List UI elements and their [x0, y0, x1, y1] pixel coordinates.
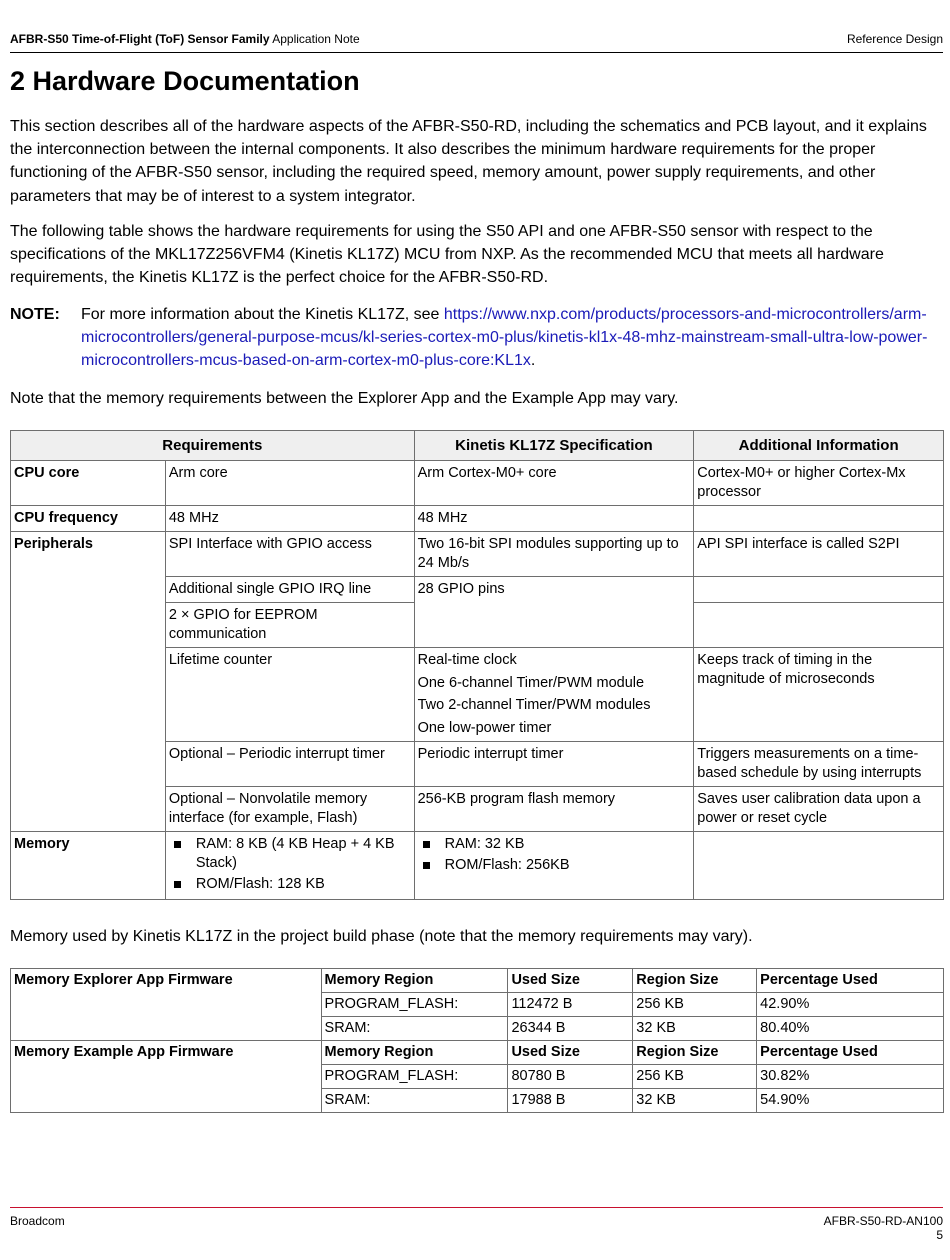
spec-line: One 6-channel Timer/PWM module: [417, 674, 645, 691]
section-title: 2 Hardware Documentation: [10, 66, 360, 96]
table-cell: 54.90%: [757, 1089, 944, 1113]
bullet-list: [418, 835, 691, 875]
spec-line: Real-time clock: [417, 652, 517, 668]
list-item: ROM/Flash: 128 KB: [169, 875, 411, 894]
header-info: Additional Information: [694, 431, 944, 461]
header-divider: [10, 52, 943, 53]
header-brand-bold: AFBR-S50 Time-of-Flight (ToF) Sensor Family: [10, 32, 270, 46]
table-row: [11, 1041, 944, 1065]
note-text: For more information about the Kinetis KL17Z, see: [81, 306, 444, 323]
cell-spec: 256-KB program flash memory: [414, 786, 694, 831]
firmware-label: Memory Explorer App Firmware: [11, 969, 322, 1041]
row-label: Peripherals: [11, 532, 166, 832]
header-brand-rest: Application Note: [269, 32, 360, 46]
table-cell: 26344 B: [508, 1017, 633, 1041]
page-number: 5: [936, 1228, 943, 1242]
cell-info: Triggers measurements on a time-based schedule by using interrupts: [694, 741, 944, 786]
cell-info: [694, 603, 944, 648]
header-requirements: Requirements: [11, 431, 415, 461]
header-title: [10, 31, 360, 47]
cell-req: 2 × GPIO for EEPROM communication: [165, 603, 414, 648]
row-label: CPU core: [11, 461, 166, 506]
cell-info: [694, 831, 944, 899]
footer-divider: [10, 1207, 943, 1208]
header-right: Reference Design: [846, 32, 943, 46]
table-cell: PROGRAM_FLASH:: [321, 993, 508, 1017]
requirements-table: [10, 430, 944, 900]
memory-usage-paragraph: Memory used by Kinetis KL17Z in the project build phase (note that the memory requirements may vary).: [10, 928, 753, 945]
nxp-link[interactable]: https://www.nxp.com/products/processors-and-microcontrollers/arm-microcontrollers/general-purpose-mcus/kl-series-cortex-m0-plus/kinetis-kl1x-48-mhz-mainstream-small-ultra-low-power-microcontrollers-mcus-based-on-arm-cortex-m0-plus-core:KL1x: [81, 306, 928, 370]
cell-info: API SPI interface is called S2PI: [694, 532, 944, 577]
footer-company: Broadcom: [10, 1214, 65, 1228]
column-header: Memory Region: [321, 969, 508, 993]
header-spec: Kinetis KL17Z Specification: [414, 431, 694, 461]
cell-req: SPI Interface with GPIO access: [165, 532, 414, 577]
page-header: [10, 31, 943, 47]
table-row: [11, 532, 944, 577]
spec-line: One low-power timer: [417, 719, 552, 736]
table-cell: 32 KB: [633, 1017, 757, 1041]
cell-req: Optional – Periodic interrupt timer: [165, 741, 414, 786]
cell-req: Arm core: [165, 461, 414, 506]
bullet-list: [169, 835, 411, 894]
note-label: NOTE:: [10, 306, 60, 323]
table-row: [11, 506, 944, 532]
table-cell: 30.82%: [757, 1065, 944, 1089]
column-header: Used Size: [508, 969, 633, 993]
list-item: ROM/Flash: 256KB: [418, 856, 691, 875]
row-label: CPU frequency: [11, 506, 166, 532]
column-header: Percentage Used: [757, 1041, 944, 1065]
column-header: Region Size: [633, 969, 757, 993]
note-block: [10, 303, 945, 373]
cell-info: [694, 506, 944, 532]
cell-req: Additional single GPIO IRQ line: [165, 577, 414, 603]
spec-line: Two 2-channel Timer/PWM modules: [417, 697, 651, 713]
cell-req: Lifetime counter: [165, 648, 414, 742]
note-body: [81, 303, 945, 373]
list-item: RAM: 8 KB (4 KB Heap + 4 KB Stack): [169, 835, 411, 873]
table-intro-paragraph: The following table shows the hardware requirements for using the S50 API and one AFBR-S50 sensor with respect to the specifications of the MKL17Z256VFM4 (Kinetis KL17Z) MCU from NXP. As the recommended MCU that meets all hardware requirements, the Kinetis KL17Z is the perfect choice for the AFBR-S50-RD.: [10, 223, 884, 287]
table-cell: 80.40%: [757, 1017, 944, 1041]
cell-spec: Arm Cortex-M0+ core: [414, 461, 694, 506]
table-row: [11, 461, 944, 506]
table-cell: 32 KB: [633, 1089, 757, 1113]
cell-spec: 48 MHz: [414, 506, 694, 532]
cell-info: Cortex-M0+ or higher Cortex-Mx processor: [694, 461, 944, 506]
cell-info: [694, 577, 944, 603]
cell-req: 48 MHz: [165, 506, 414, 532]
footer-doc-number: AFBR-S50-RD-AN100: [823, 1214, 943, 1228]
footer-doc-id: [824, 1214, 943, 1242]
table-cell: SRAM:: [321, 1089, 508, 1113]
cell-req: [165, 831, 414, 899]
table-row: [11, 969, 944, 993]
cell-spec: [414, 648, 694, 742]
intro-paragraph: This section describes all of the hardware aspects of the AFBR-S50-RD, including the schematics and PCB layout, and it explains the interconnection between the internal components. It also describes the minimum hardware requirements for the proper functioning of the AFBR-S50 sensor, including the required speed, memory amount, power supply requirements, and other parameters that may be of interest to a system integrator.: [10, 118, 927, 205]
table-cell: 112472 B: [508, 993, 633, 1017]
table-cell: 80780 B: [508, 1065, 633, 1089]
table-cell: 256 KB: [633, 1065, 757, 1089]
cell-spec: [414, 831, 694, 899]
table-row: [11, 831, 944, 899]
cell-spec: Periodic interrupt timer: [414, 741, 694, 786]
table-cell: 17988 B: [508, 1089, 633, 1113]
table-cell: PROGRAM_FLASH:: [321, 1065, 508, 1089]
column-header: Percentage Used: [757, 969, 944, 993]
cell-info: Saves user calibration data upon a power or reset cycle: [694, 786, 944, 831]
cell-req: Optional – Nonvolatile memory interface (for example, Flash): [165, 786, 414, 831]
memory-note-paragraph: Note that the memory requirements between the Explorer App and the Example App may vary.: [10, 390, 679, 407]
column-header: Region Size: [633, 1041, 757, 1065]
column-header: Used Size: [508, 1041, 633, 1065]
table-cell: 256 KB: [633, 993, 757, 1017]
cell-spec: 28 GPIO pins: [414, 577, 694, 648]
table-cell: 42.90%: [757, 993, 944, 1017]
memory-usage-table: [10, 968, 944, 1113]
column-header: Memory Region: [321, 1041, 508, 1065]
cell-info: Keeps track of timing in the magnitude of microseconds: [694, 648, 944, 742]
list-item: RAM: 32 KB: [418, 835, 691, 854]
note-end: .: [530, 352, 536, 370]
row-label: Memory: [11, 831, 166, 899]
table-header-row: [11, 431, 944, 461]
table-cell: SRAM:: [321, 1017, 508, 1041]
cell-spec: Two 16-bit SPI modules supporting up to 24 Mb/s: [414, 532, 694, 577]
firmware-label: Memory Example App Firmware: [11, 1041, 322, 1113]
